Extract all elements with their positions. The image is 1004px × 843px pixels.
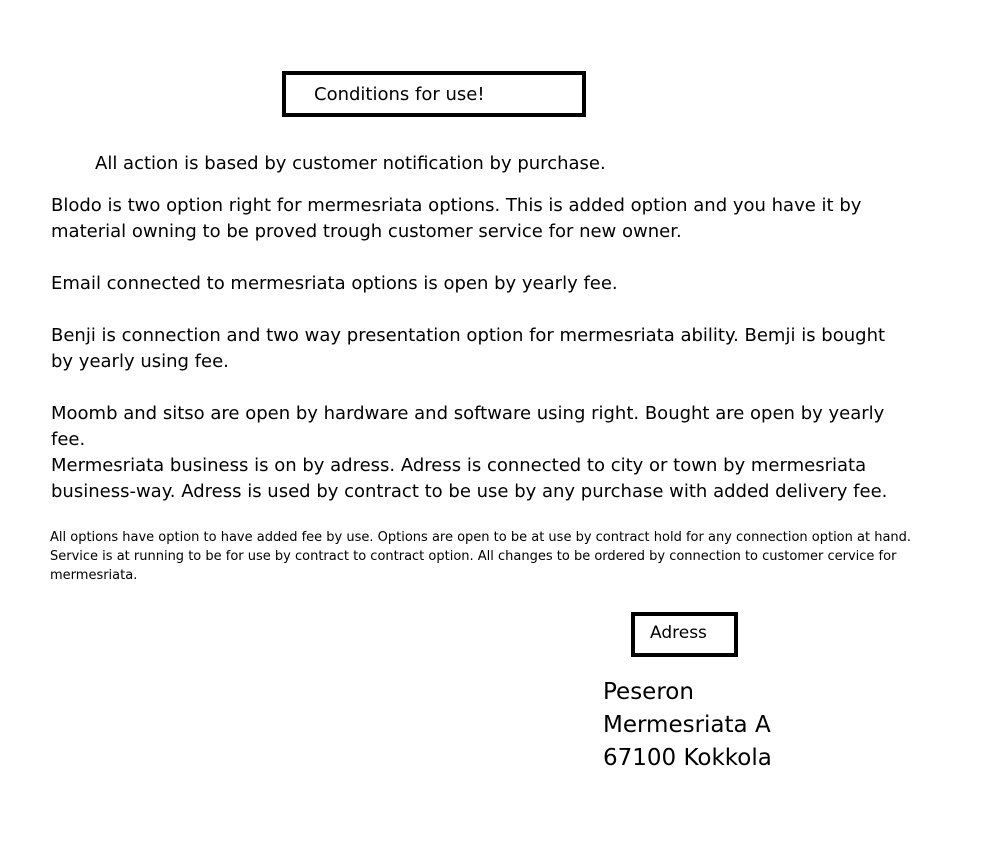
title-box [282, 71, 586, 117]
fine-print: All options have option to have added fee by use. Options are open to be at use by contract hold for any connection option at hand. Service is at running to be for use by contract to contract option. All changes to be ordered by connection to customer cervice for mermesriata. [50, 530, 912, 583]
paragraph-business-address: Mermesriata business is on by adress. Adress is connected to city or town by mermesriata business-way. Adress is used by contract to be use by any purchase with added delivery fee. [51, 455, 888, 502]
address-line-city: 67100 Kokkola [603, 745, 772, 771]
intro-text: All action is based by customer notification by purchase. [95, 153, 606, 174]
address-label-box [631, 612, 738, 657]
page-title: Conditions for use! [314, 84, 485, 105]
paragraph-email: Email connected to mermesriata options is open by yearly fee. [51, 273, 618, 294]
address-line-name: Peseron [603, 679, 694, 705]
address-line-street: Mermesriata A [603, 712, 771, 738]
paragraph-moomb-sitso: Moomb and sitso are open by hardware and software using right. Bought are open by yearly fee. [51, 403, 885, 450]
address-block [603, 676, 772, 775]
paragraph-blodo: Blodo is two option right for mermesriata options. This is added option and you have it by material owning to be proved trough customer service for new owner. [51, 195, 862, 242]
paragraph-benji: Benji is connection and two way presentation option for mermesriata ability. Bemji is bought by yearly using fee. [51, 325, 886, 372]
address-label: Adress [650, 623, 707, 643]
